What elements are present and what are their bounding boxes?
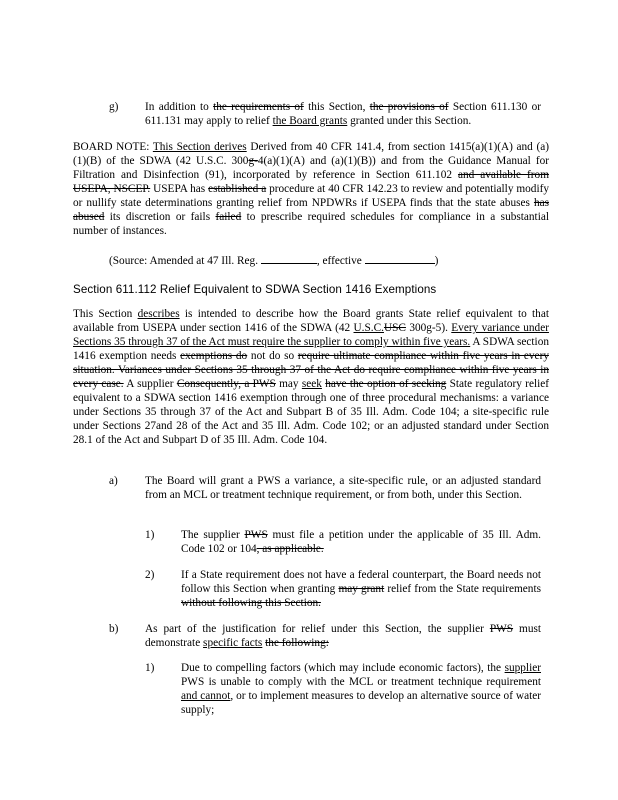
item-a1-text: The supplier PWS must file a petition under the applicable of 35 Ill. Adm. Code 102 or 104, as applicable. — [181, 529, 541, 555]
item-g-text: In addition to the requirements of this Section, the provisions of Section 611.130 or 611.131 may apply to relief the Board grants granted under this Section. — [145, 101, 541, 127]
item-label-a1: 1) — [145, 529, 155, 541]
board-note: BOARD NOTE: This Section derives Derived from 40 CFR 141.4, from section 1415(a)(1)(A) and (a)(1)(B) of the SDWA (42 U.S.C. 300g-4(a)(1)(A) and (a)(1)(B)) and from the Guidance Manual for Filtration and Disinfection (91), incorporated by reference in Section 611.102 and available from USEPA, NSCEP. USEPA has established a procedure at 40 CFR 142.23 to review and potentially modify or nullify state determinations granting relief from NPDWRs if USEPA finds that the state abuses has abused its discretion or fails failed to prescribe required schedules for compliance in a substantial number of instances. — [73, 141, 550, 237]
item-label-a: a) — [109, 475, 118, 487]
section-heading: Section 611.112 Relief Equivalent to SDWA Section 1416 Exemptions — [73, 283, 437, 296]
item-a-text: The Board will grant a PWS a variance, a site-specific rule, or an adjusted standard from an MCL or treatment technique requirement, or from both, under this Section. — [145, 475, 541, 501]
item-label-b1: 1) — [145, 662, 155, 674]
reg-blank — [261, 253, 317, 264]
item-label-b: b) — [109, 623, 119, 635]
item-b-text: As part of the justification for relief under this Section, the supplier PWS must demonstrate specific facts the following: — [145, 623, 541, 649]
intro-paragraph: This Section describes is intended to describe how the Board grants State relief equivalent to that available from USEPA under section 1416 of the SDWA (42 U.S.C.USC 300g-5). Every variance under Sections 35 through 37 of the Act must require the supplier to comply within five years. A SDWA section 1416 exemption needs exemptions do not do so require ultimate compliance within five years in every situation. Variances under Sections 35 through 37 of the Act do require compliance within five years in every case. A supplier Consequently, a PWS may seek have the option of seeking State regulatory relief equivalent to a SDWA section 1416 exemption through one of three procedural mechanisms: a variance under Sections 35 through 37 of the Act and Subpart B of 35 Ill. Adm. Code 104; a site-specific rule under Sections 27and 28 of the Act and 35 Ill. Adm. Code 102; or an adjusted standard under Section 28.1 of the Act and Subpart D of 35 Ill. Adm. Code 104. — [73, 308, 550, 446]
item-a2-text: If a State requirement does not have a federal counterpart, the Board needs not follow this Section when granting may grant relief from the State requirements without following this Section. — [181, 569, 541, 609]
item-b1-text: Due to compelling factors (which may include economic factors), the supplier PWS is unable to comply with the MCL or treatment technique requirement and cannot, or to implement measures to develop an alternative source of water supply; — [181, 662, 542, 716]
item-label-a2: 2) — [145, 569, 155, 581]
effective-blank — [365, 253, 435, 264]
item-label-g: g) — [109, 101, 119, 113]
source-line: (Source: Amended at 47 Ill. Reg. , effective ) — [109, 255, 439, 267]
